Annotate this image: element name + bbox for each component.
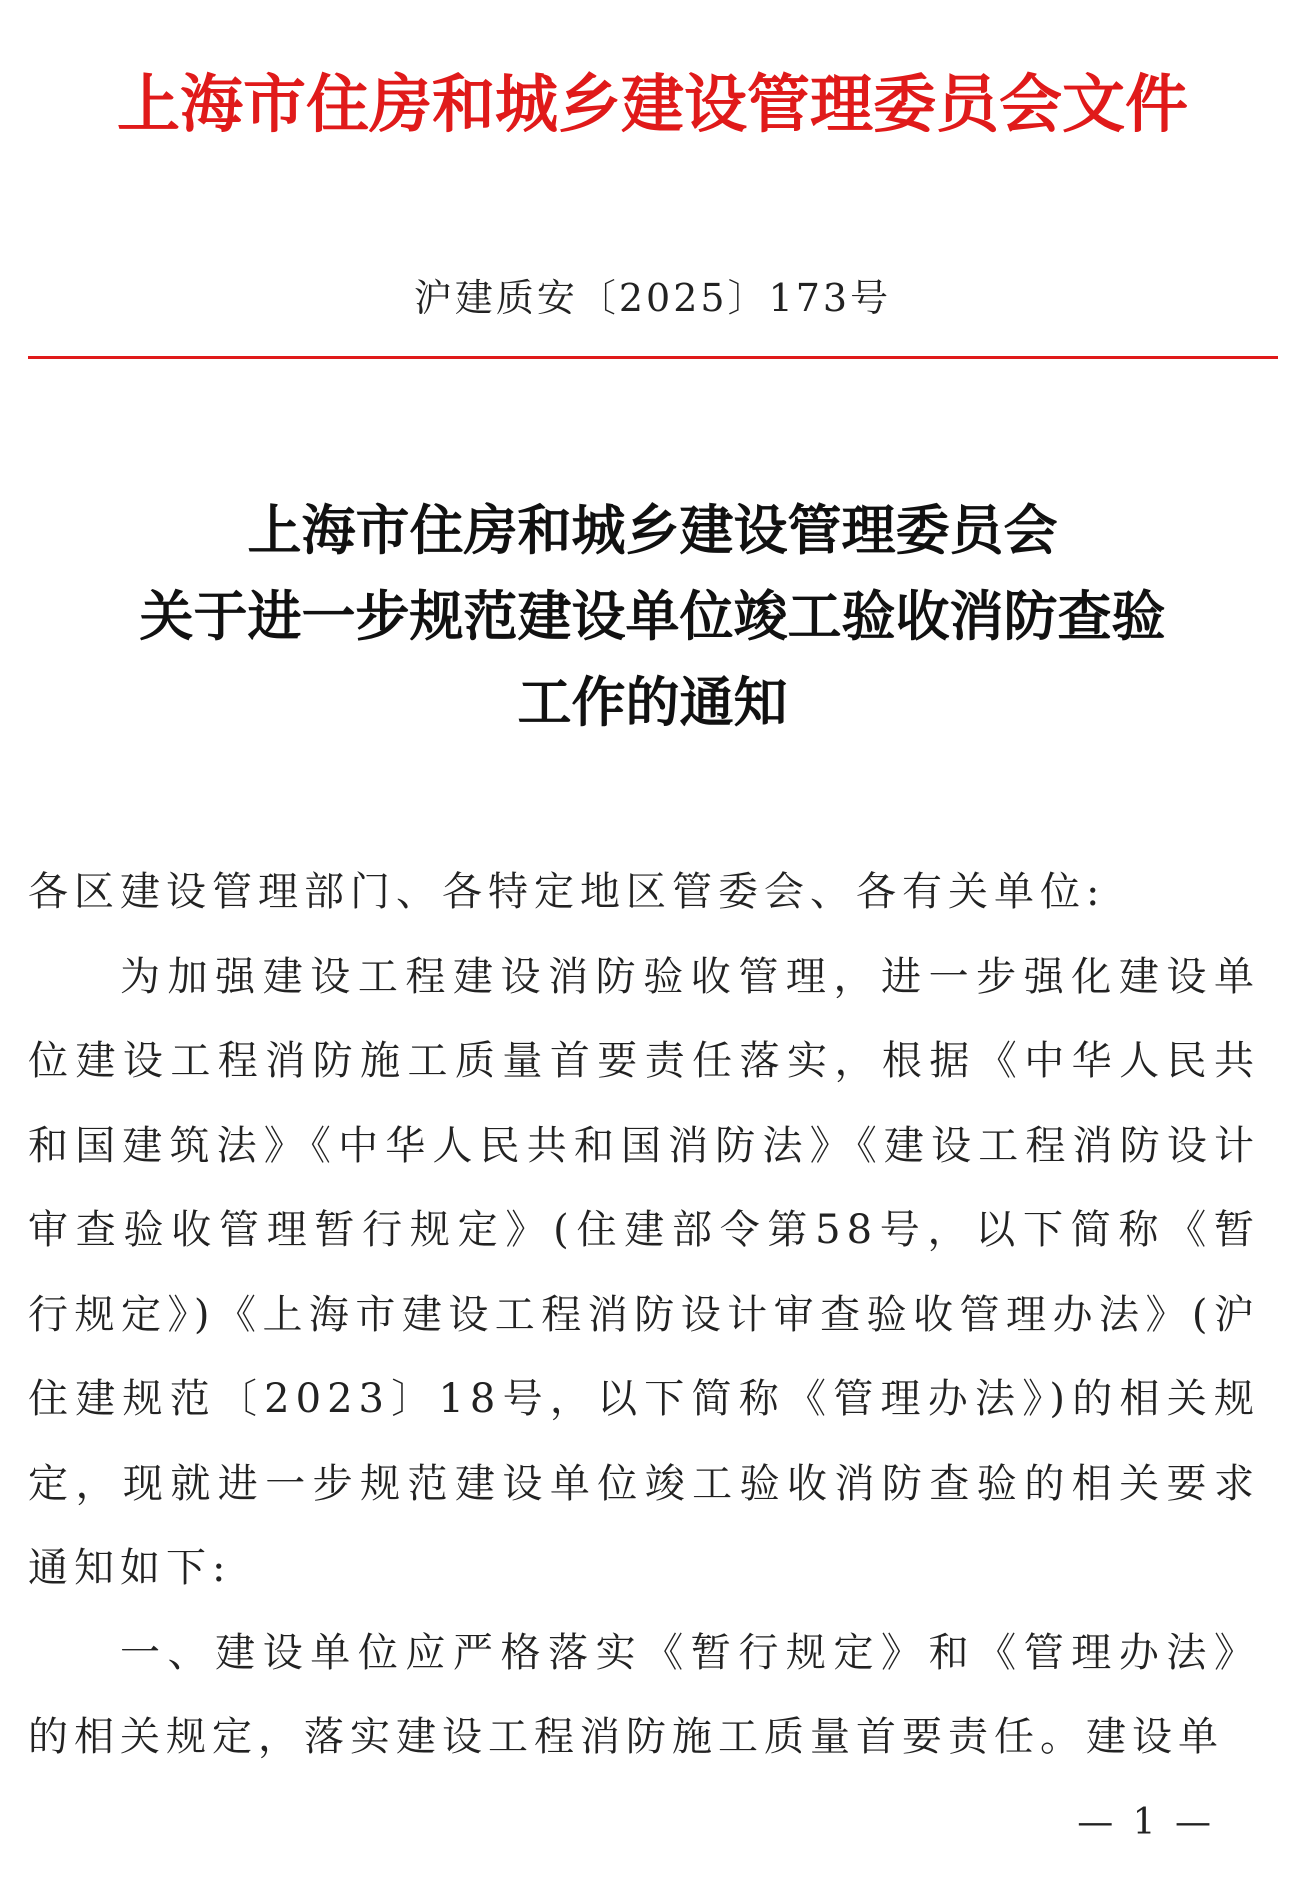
page-number: — 1 — — [1077, 1802, 1215, 1843]
addressee-line: 各区建设管理部门、各特定地区管委会、各有关单位: — [28, 869, 1106, 915]
body-paragraph-2: 一、建设单位应严格落实《暂行规定》和《管理办法》的相关规定，落实建设工程消防施工质量首要责任。建设单 — [28, 1629, 1260, 1760]
document-body — [28, 850, 1260, 1780]
document-number: 沪建质安〔2025〕173号 — [413, 276, 892, 320]
title-line-2: 关于进一步规范建设单位竣工验收消防查验 — [139, 585, 1166, 648]
title-line-3: 工作的通知 — [517, 671, 788, 734]
document-masthead: 上海市住房和城乡建设管理委员会文件 — [117, 68, 1188, 141]
title-line-1: 上海市住房和城乡建设管理委员会 — [247, 499, 1058, 562]
body-paragraph-1: 为加强建设工程建设消防验收管理，进一步强化建设单位建设工程消防施工质量首要责任落实，根据《中华人民共和国建筑法》《中华人民共和国消防法》《建设工程消防设计审查验收管理暂行规定》(住建部令第58号，以下简称《暂行规定》)《上海市建设工程消防设计审查验收管理办法》(沪住建规范〔2023〕18号，以下简称《管理办法》)的相关规定，现就进一步规范建设单位竣工验收消防查验的相关要求通知如下: — [28, 953, 1260, 1591]
document-title — [0, 488, 1305, 746]
red-separator-line — [28, 356, 1278, 359]
